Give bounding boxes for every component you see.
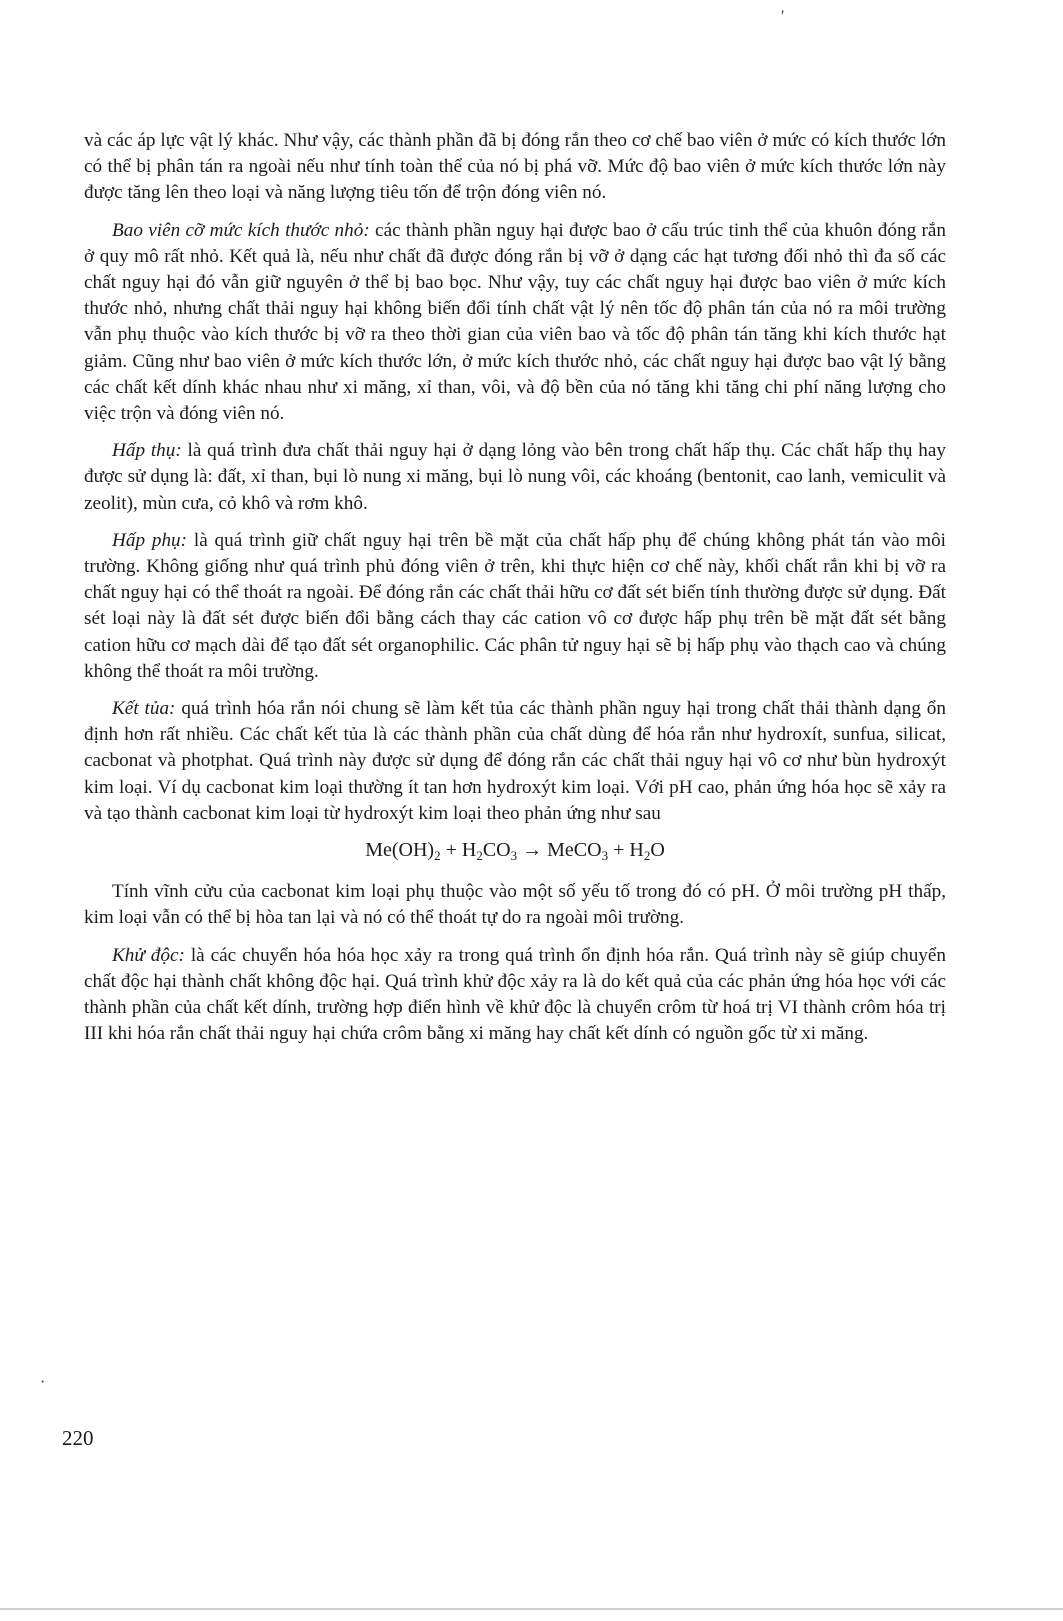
equation-subscript: 3	[510, 848, 518, 864]
paragraph-after-equation: Tính vĩnh cửu của cacbonat kim loại phụ thuộc vào một số yếu tố trong đó có pH. Ở môi trường pH thấp, kim loại vẫn có thể bị hòa tan lại và nó có thể thoát tự do ra ngoài môi trường.	[84, 881, 946, 929]
equation-subscript: 2	[434, 848, 441, 864]
term-label: Bao viên cỡ mức kích thước nhỏ:	[112, 219, 370, 241]
paragraph-text: là quá trình giữ chất nguy hại trên bề mặt của chất hấp phụ để chúng không phát tán vào môi trường. Không giống như quá trình phủ đóng viên ở trên, khi thực hiện cơ chế này, khối chất rắn khi bị vỡ ra chất nguy hại có thể thoát ra ngoài. Để đóng rắn các chất thải hữu cơ đất sét biến tính thường được sử dụng. Đất sét loại này là đất sét được biến đổi bằng cách thay các cation vô cơ được hấp phụ trên bề mặt đất sét bằng cation hữu cơ mạch dài để tạo đất sét organophilic. Các phân tử nguy hại sẽ bị hấp phụ vào thạch cao và chúng không thể thoát ra môi trường.	[84, 529, 947, 682]
equation-reactant-2a: H	[461, 839, 477, 862]
equation-product-1: MeCO	[547, 839, 602, 862]
paragraph-text: quá trình hóa rắn nói chung sẽ làm kết tủa các thành phần nguy hại trong chất thải thành dạng ổn định hơn rất nhiều. Các chất kết tủa là các thành phần của chất dùng để hóa rắn như hydroxít, sunfua, silicat, cacbonat và photphat. Quá trình này được sử dụng để đóng rắn các chất thải nguy hại vô cơ như bùn hydroxýt kim loại. Ví dụ cacbonat kim loại thường ít tan hơn hydroxýt kim loại. Với pH cao, phản ứng hóa học sẽ xảy ra và tạo thành cacbonat kim loại từ hydroxýt kim loại theo phản ứng như sau	[84, 698, 946, 824]
paragraph-small-scale-encapsulation	[84, 218, 946, 428]
term-label: Kết tủa:	[112, 698, 176, 720]
paragraph-text: là quá trình đưa chất thải nguy hại ở dạng lỏng vào bên trong chất hấp thụ. Các chất hấp thụ hay được sử dụng là: đất, xỉ than, bụi lò nung xi măng, bụi lò nung vôi, các khoáng (bentonit, cao lanh, vemiculit và zeolit), mùn cưa, cỏ khô và rơm khô.	[84, 440, 946, 514]
equation-reactant-2b: CO	[482, 839, 511, 862]
paragraph-text: là các chuyển hóa hóa học xảy ra trong quá trình ổn định hóa rắn. Quá trình này sẽ giúp chuyển chất độc hại thành chất không độc hại. Quá trình khử độc xảy ra là do kết quả của các phản ứng hóa học với các thành phần của chất kết dính, trường hợp điển hình về khử độc là chuyển crôm từ hoá trị VI thành crôm hóa trị III khi hóa rắn chất thải nguy hại chứa crôm bằng xi măng hay chất kết dính có nguồn gốc từ xi măng.	[84, 944, 947, 1045]
equation-arrow: →	[517, 839, 548, 862]
equation-subscript: 2	[476, 848, 483, 864]
equation-reactant-1: Me(OH)	[365, 839, 435, 862]
margin-mark-top: ′	[781, 8, 785, 25]
paragraph-precipitation	[84, 696, 946, 827]
equation-subscript: 2	[643, 848, 651, 864]
paragraph-text: các thành phần nguy hại được bao ở cấu trúc tinh thể của khuôn đóng rắn ở quy mô rất nhỏ. Kết quả là, nếu như chất đã được đóng rắn bị vỡ ở dạng các hạt tương đối nhỏ thì đa số các chất nguy hại đó vẫn giữ nguyên ở thể bị bao bọc. Như vậy, tuy các chất nguy hại được bao viên ở mức kích thước nhỏ, nhưng chất thải nguy hại không biến đổi tính chất vật lý nên tốc độ phân tán của nó ra môi trường vẫn phụ thuộc vào kích thước bị vỡ ra theo thời gian của viên bao và tốc độ phân tán tăng khi kích thước hạt giảm. Cũng như bao viên ở mức kích thước lớn, ở mức kích thước nhỏ, các chất nguy hại được bao vật lý bằng các chất kết dính khác nhau như xi măng, xỉ than, vôi, và độ bền của nó tăng khi tăng chi phí năng lượng cho việc trộn và đóng viên nó.	[84, 219, 947, 425]
paragraph-absorption	[84, 438, 946, 517]
equation-subscript: 3	[601, 848, 609, 864]
page-content	[84, 128, 946, 1059]
equation-plus: +	[608, 839, 630, 862]
equation-plus: +	[440, 839, 462, 862]
paragraph-detoxification	[84, 943, 946, 1048]
margin-mark-left: ·	[40, 1374, 46, 1391]
term-label: Hấp thụ:	[112, 440, 182, 462]
page-number: 220	[62, 1426, 94, 1450]
term-label: Khử độc:	[112, 944, 185, 966]
intro-paragraph: và các áp lực vật lý khác. Như vậy, các thành phần đã bị đóng rắn theo cơ chế bao viên ở mức có kích thước lớn có thể bị phân tán ra ngoài nếu như tính toàn thể của nó bị phá vỡ. Mức độ bao viên ở mức kích thước lớn này được tăng lên theo loại và năng lượng tiêu tốn để trộn đóng viên nó.	[84, 130, 946, 204]
chemical-equation	[84, 837, 946, 869]
paragraph-adsorption	[84, 528, 946, 685]
equation-product-2b: O	[650, 839, 665, 862]
scan-edge-divider	[0, 1608, 1063, 1610]
equation-product-2a: H	[629, 839, 644, 862]
term-label: Hấp phụ:	[112, 529, 188, 551]
